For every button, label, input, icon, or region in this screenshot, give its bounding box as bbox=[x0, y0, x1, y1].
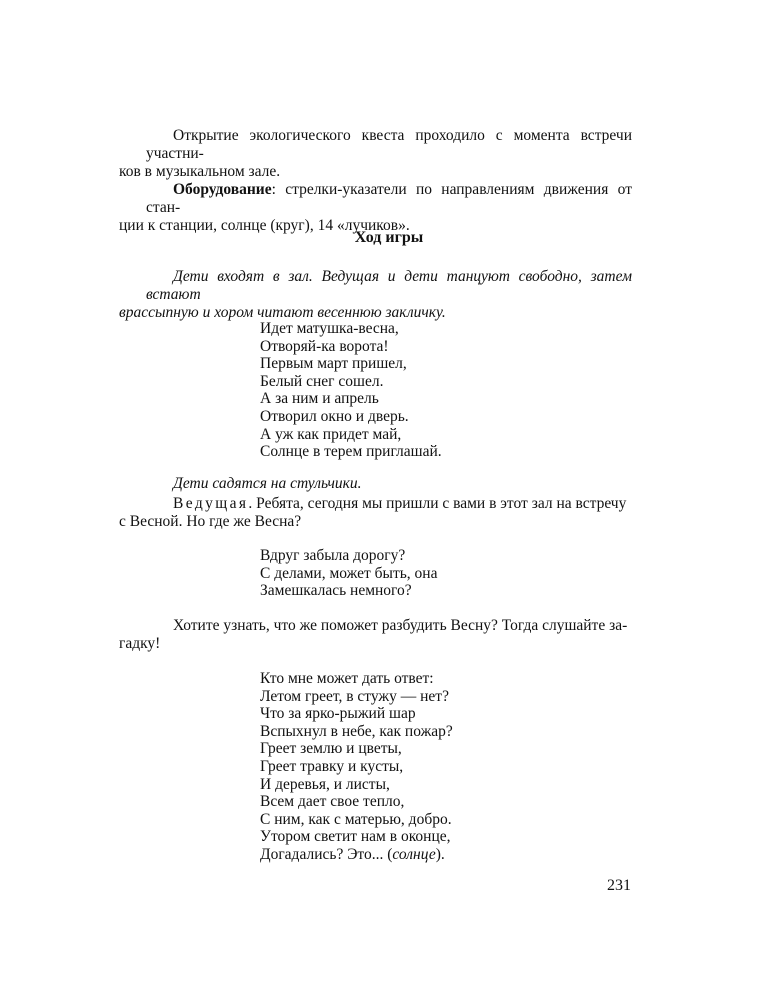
section-heading: Ход игры bbox=[354, 229, 424, 246]
host-speech-1-line-2: с Весной. Но где же Весна? bbox=[119, 513, 302, 530]
poem-line: С ним, как с матерью, добро. bbox=[260, 810, 452, 828]
poem-line: Первым март пришел, bbox=[260, 355, 407, 373]
host-speech-2 bbox=[119, 617, 632, 653]
host-speech-1 bbox=[119, 495, 632, 531]
poem-line: С делами, может быть, она bbox=[260, 564, 438, 582]
stage-direction-1-paragraph bbox=[119, 268, 632, 322]
page-number: 231 bbox=[607, 877, 631, 894]
equipment-label: Оборудование bbox=[173, 181, 272, 198]
poem-line: Отворяй-ка ворота! bbox=[260, 337, 389, 355]
poem-line: И деревья, и листы, bbox=[260, 775, 390, 793]
poem-line: Белый снег сошел. bbox=[260, 372, 384, 390]
poem-spring-chant bbox=[260, 320, 442, 461]
poem-last-line-after: ). bbox=[435, 845, 445, 863]
poem-line: Замешкалась немного? bbox=[260, 582, 412, 600]
poem-line: А за ним и апрель bbox=[260, 390, 379, 408]
intro-line-1: Открытие экологического квеста проходило с момента встречи участни- bbox=[146, 127, 632, 162]
host-speech-2-line-2: гадку! bbox=[119, 635, 161, 652]
poem-riddle-intro bbox=[260, 547, 437, 600]
poem-line: А уж как придет май, bbox=[260, 425, 402, 443]
poem-line: Вдруг забыла дорогу? bbox=[260, 547, 406, 564]
stage-direction-1 bbox=[119, 268, 632, 322]
poem-line: Летом греет, в стужу — нет? bbox=[260, 687, 449, 705]
poem-last-line-before: Догадались? Это... ( bbox=[260, 845, 393, 863]
host-speech-2-block bbox=[119, 617, 632, 653]
poem-line: Греет землю и цветы, bbox=[260, 740, 402, 758]
poem-line: Всем дает свое тепло, bbox=[260, 793, 405, 811]
stage-direction-2: Дети садятся на стульчики. bbox=[173, 475, 362, 492]
speaker-name: Ведущая bbox=[173, 495, 249, 512]
equipment-line-1: : стрелки-указатели по направлениям движения от стан- bbox=[146, 181, 632, 216]
poem-line: Солнце в терем приглашай. bbox=[260, 443, 442, 461]
intro-line-2: ков в музыкальном зале. bbox=[119, 163, 281, 180]
dialogue-block-1 bbox=[119, 475, 632, 531]
riddle-answer: солнце bbox=[392, 845, 436, 863]
poem-line: Утором светит нам в оконце, bbox=[260, 828, 451, 846]
intro-paragraph bbox=[119, 127, 632, 181]
poem-line: Кто мне может дать ответ: bbox=[260, 670, 434, 687]
host-speech-1-line-1: . Ребята, сегодня мы пришли с вами в этот зал на встречу bbox=[248, 495, 627, 512]
poem-line: Идет матушка-весна, bbox=[260, 320, 399, 337]
host-speech-2-line-1: Хотите узнать, что же поможет разбудить Весну? Тогда слушайте за- bbox=[173, 617, 628, 634]
stage-direction-1-line-1: Дети входят в зал. Ведущая и дети танцуют свободно, затем встают bbox=[146, 268, 632, 303]
poem-line: Отворил окно и дверь. bbox=[260, 407, 409, 425]
equipment-line-2: ции к станции, солнце (круг), 14 «лучиков». bbox=[119, 217, 410, 234]
poem-line: Вспыхнул в небе, как пожар? bbox=[260, 722, 453, 740]
poem-last-line bbox=[260, 846, 453, 864]
poem-sun-riddle bbox=[260, 670, 453, 864]
intro-block bbox=[119, 127, 632, 235]
equipment-paragraph bbox=[119, 181, 632, 235]
poem-line: Что за ярко-рыжий шар bbox=[260, 705, 416, 723]
stage-direction-1-line-2: врассыпную и хором читают весеннюю закличку. bbox=[119, 304, 446, 321]
poem-line: Греет травку и кусты, bbox=[260, 757, 404, 775]
